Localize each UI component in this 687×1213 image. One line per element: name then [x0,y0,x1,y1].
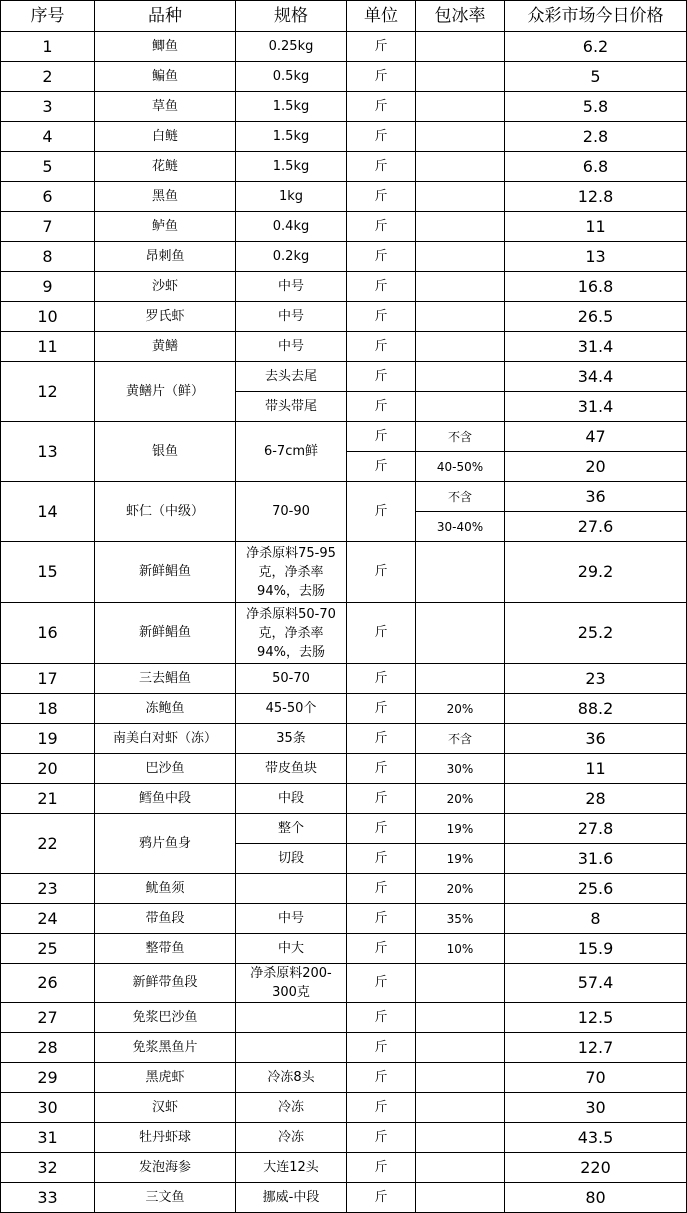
row-unit: 斤 [347,32,416,62]
row-unit: 斤 [347,964,416,1003]
row-no: 27 [1,1003,95,1033]
row-price: 25.2 [505,603,687,664]
row-name: 鱿鱼须 [95,874,236,904]
row-ice [416,182,505,212]
row-spec [236,1003,347,1033]
row-no: 8 [1,242,95,272]
row-no: 23 [1,874,95,904]
row-ice: 不含 [416,724,505,754]
row-ice [416,603,505,664]
table-row [1,934,687,964]
row-spec: 整个 [236,814,347,844]
row-price: 27.8 [505,814,687,844]
table-row [1,32,687,62]
row-ice [416,1063,505,1093]
row-name: 发泡海参 [95,1153,236,1183]
table-row [1,272,687,302]
row-name: 罗氏虾 [95,302,236,332]
row-no: 9 [1,272,95,302]
row-unit: 斤 [347,332,416,362]
row-no: 20 [1,754,95,784]
row-unit: 斤 [347,482,416,542]
table-row [1,1183,687,1213]
row-spec [236,874,347,904]
table-row [1,542,687,603]
table-row [1,603,687,664]
row-spec: 中号 [236,272,347,302]
row-price: 34.4 [505,362,687,392]
row-no: 17 [1,664,95,694]
row-ice [416,1183,505,1213]
row-no: 33 [1,1183,95,1213]
row-spec: 带皮鱼块 [236,754,347,784]
table-row [1,242,687,272]
row-no: 24 [1,904,95,934]
row-name: 冻鲍鱼 [95,694,236,724]
row-name: 南美白对虾（冻） [95,724,236,754]
row-price: 25.6 [505,874,687,904]
row-price: 43.5 [505,1123,687,1153]
row-unit: 斤 [347,1123,416,1153]
row-ice [416,1093,505,1123]
table-row [1,1003,687,1033]
row-name: 黑鱼 [95,182,236,212]
row-ice: 20% [416,874,505,904]
row-price: 5 [505,62,687,92]
row-name: 鲫鱼 [95,32,236,62]
row-unit: 斤 [347,784,416,814]
row-no: 6 [1,182,95,212]
row-name: 鲈鱼 [95,212,236,242]
row-no: 2 [1,62,95,92]
row-no: 18 [1,694,95,724]
table-row [1,182,687,212]
row-name: 三去鲳鱼 [95,664,236,694]
row-spec: 带头带尾 [236,392,347,422]
row-spec: 1.5kg [236,92,347,122]
row-spec: 挪威-中段 [236,1183,347,1213]
row-unit: 斤 [347,1093,416,1123]
table-row [1,1123,687,1153]
row-spec: 0.2kg [236,242,347,272]
row-spec: 净杀原料50-70 克，净杀率 94%，去肠 [236,603,347,664]
row-price: 12.8 [505,182,687,212]
row-name: 花鲢 [95,152,236,182]
row-name: 免浆巴沙鱼 [95,1003,236,1033]
row-ice [416,1003,505,1033]
table-row [1,1153,687,1183]
row-name: 草鱼 [95,92,236,122]
row-name: 黑虎虾 [95,1063,236,1093]
header-row [1,1,687,32]
row-unit: 斤 [347,694,416,724]
table-row [1,122,687,152]
row-name: 三文鱼 [95,1183,236,1213]
row-name: 带鱼段 [95,904,236,934]
row-spec: 净杀原料200- 300克 [236,964,347,1003]
row-no: 13 [1,422,95,482]
row-price: 28 [505,784,687,814]
row-spec: 去头去尾 [236,362,347,392]
row-price: 20 [505,452,687,482]
row-spec: 35条 [236,724,347,754]
row-name: 昂刺鱼 [95,242,236,272]
row-unit: 斤 [347,212,416,242]
row-no: 32 [1,1153,95,1183]
row-ice [416,392,505,422]
row-price: 12.7 [505,1033,687,1063]
row-spec [236,1033,347,1063]
row-price: 36 [505,482,687,512]
row-unit: 斤 [347,182,416,212]
row-ice [416,332,505,362]
row-name: 免浆黑鱼片 [95,1033,236,1063]
row-unit: 斤 [347,542,416,603]
row-no: 31 [1,1123,95,1153]
row-unit: 斤 [347,152,416,182]
row-no: 21 [1,784,95,814]
row-spec: 1.5kg [236,122,347,152]
row-no: 12 [1,362,95,422]
table-row [1,784,687,814]
row-unit: 斤 [347,874,416,904]
row-name: 沙虾 [95,272,236,302]
table-row [1,212,687,242]
row-name: 新鲜带鱼段 [95,964,236,1003]
table-row [1,814,687,844]
row-unit: 斤 [347,904,416,934]
table-row [1,1033,687,1063]
row-price: 70 [505,1063,687,1093]
row-no: 30 [1,1093,95,1123]
table-row [1,904,687,934]
row-unit: 斤 [347,1153,416,1183]
row-unit: 斤 [347,814,416,844]
row-no: 1 [1,32,95,62]
row-unit: 斤 [347,92,416,122]
row-ice [416,1153,505,1183]
header-ice: 包冰率 [416,1,505,32]
row-name: 巴沙鱼 [95,754,236,784]
table-row [1,422,687,452]
row-spec: 6-7cm鲜 [236,422,347,482]
table-row [1,1063,687,1093]
table-row [1,62,687,92]
row-price: 29.2 [505,542,687,603]
row-spec: 中号 [236,332,347,362]
row-unit: 斤 [347,272,416,302]
row-ice: 不含 [416,482,505,512]
row-no: 5 [1,152,95,182]
row-ice [416,542,505,603]
row-price: 80 [505,1183,687,1213]
row-price: 12.5 [505,1003,687,1033]
row-spec: 冷冻 [236,1093,347,1123]
row-ice [416,362,505,392]
row-unit: 斤 [347,844,416,874]
row-price: 36 [505,724,687,754]
row-no: 26 [1,964,95,1003]
row-spec: 冷冻8头 [236,1063,347,1093]
row-price: 11 [505,754,687,784]
table-row [1,92,687,122]
row-spec: 大连12头 [236,1153,347,1183]
row-no: 7 [1,212,95,242]
row-price: 23 [505,664,687,694]
row-price: 31.4 [505,332,687,362]
header-no: 序号 [1,1,95,32]
row-ice [416,122,505,152]
row-ice [416,212,505,242]
row-spec: 1.5kg [236,152,347,182]
row-spec: 70-90 [236,482,347,542]
row-unit: 斤 [347,392,416,422]
row-name: 银鱼 [95,422,236,482]
row-ice: 20% [416,784,505,814]
row-spec: 1kg [236,182,347,212]
row-price: 8 [505,904,687,934]
row-price: 47 [505,422,687,452]
row-name: 新鲜鲳鱼 [95,603,236,664]
row-ice [416,242,505,272]
row-unit: 斤 [347,452,416,482]
row-unit: 斤 [347,1183,416,1213]
row-ice: 19% [416,844,505,874]
row-no: 29 [1,1063,95,1093]
row-unit: 斤 [347,122,416,152]
row-price: 13 [505,242,687,272]
row-price: 6.8 [505,152,687,182]
row-unit: 斤 [347,302,416,332]
row-no: 19 [1,724,95,754]
table-row [1,1093,687,1123]
row-ice [416,964,505,1003]
row-ice [416,272,505,302]
row-price: 88.2 [505,694,687,724]
row-price: 31.4 [505,392,687,422]
table-row [1,362,687,392]
row-name: 鸦片鱼身 [95,814,236,874]
row-name: 整带鱼 [95,934,236,964]
row-name: 新鲜鲳鱼 [95,542,236,603]
row-spec: 0.4kg [236,212,347,242]
row-ice: 19% [416,814,505,844]
row-ice [416,62,505,92]
row-no: 22 [1,814,95,874]
row-price: 220 [505,1153,687,1183]
table-row [1,874,687,904]
row-spec: 中号 [236,904,347,934]
row-price: 31.6 [505,844,687,874]
row-no: 11 [1,332,95,362]
row-name: 黄鳝 [95,332,236,362]
header-spec: 规格 [236,1,347,32]
row-name: 鳊鱼 [95,62,236,92]
row-ice: 30% [416,754,505,784]
row-ice [416,302,505,332]
row-unit: 斤 [347,724,416,754]
row-unit: 斤 [347,1033,416,1063]
row-price: 5.8 [505,92,687,122]
row-ice [416,92,505,122]
row-no: 3 [1,92,95,122]
header-name: 品种 [95,1,236,32]
row-ice: 35% [416,904,505,934]
row-unit: 斤 [347,362,416,392]
row-unit: 斤 [347,62,416,92]
table-row [1,754,687,784]
row-spec: 切段 [236,844,347,874]
row-unit: 斤 [347,603,416,664]
row-no: 25 [1,934,95,964]
row-unit: 斤 [347,934,416,964]
row-ice [416,152,505,182]
row-name: 虾仁（中级） [95,482,236,542]
row-spec: 50-70 [236,664,347,694]
row-name: 牡丹虾球 [95,1123,236,1153]
row-no: 16 [1,603,95,664]
row-unit: 斤 [347,422,416,452]
row-ice: 40-50% [416,452,505,482]
row-price: 26.5 [505,302,687,332]
row-ice [416,664,505,694]
row-unit: 斤 [347,1063,416,1093]
row-spec: 中号 [236,302,347,332]
table-row [1,694,687,724]
row-price: 11 [505,212,687,242]
row-ice: 20% [416,694,505,724]
row-price: 57.4 [505,964,687,1003]
row-spec: 中段 [236,784,347,814]
row-no: 15 [1,542,95,603]
row-name: 汉虾 [95,1093,236,1123]
table-row [1,964,687,1003]
row-price: 30 [505,1093,687,1123]
row-spec: 冷冻 [236,1123,347,1153]
row-ice: 30-40% [416,512,505,542]
row-no: 4 [1,122,95,152]
row-name: 白鲢 [95,122,236,152]
row-ice [416,1033,505,1063]
row-ice [416,32,505,62]
table-row [1,482,687,512]
row-price: 15.9 [505,934,687,964]
row-price: 6.2 [505,32,687,62]
row-unit: 斤 [347,242,416,272]
row-spec: 45-50个 [236,694,347,724]
row-no: 10 [1,302,95,332]
row-ice [416,1123,505,1153]
table-row [1,152,687,182]
header-unit: 单位 [347,1,416,32]
row-price: 27.6 [505,512,687,542]
row-no: 28 [1,1033,95,1063]
table-row [1,664,687,694]
row-ice: 不含 [416,422,505,452]
row-unit: 斤 [347,1003,416,1033]
table-row [1,302,687,332]
header-price: 众彩市场今日价格 [505,1,687,32]
row-spec: 净杀原料75-95 克，净杀率 94%，去肠 [236,542,347,603]
row-spec: 0.25kg [236,32,347,62]
row-price: 16.8 [505,272,687,302]
row-ice: 10% [416,934,505,964]
table-row [1,724,687,754]
row-spec: 0.5kg [236,62,347,92]
row-no: 14 [1,482,95,542]
row-unit: 斤 [347,754,416,784]
row-price: 2.8 [505,122,687,152]
row-spec: 中大 [236,934,347,964]
row-unit: 斤 [347,664,416,694]
table-row [1,332,687,362]
row-name: 鳕鱼中段 [95,784,236,814]
row-name: 黄鳝片（鲜） [95,362,236,422]
